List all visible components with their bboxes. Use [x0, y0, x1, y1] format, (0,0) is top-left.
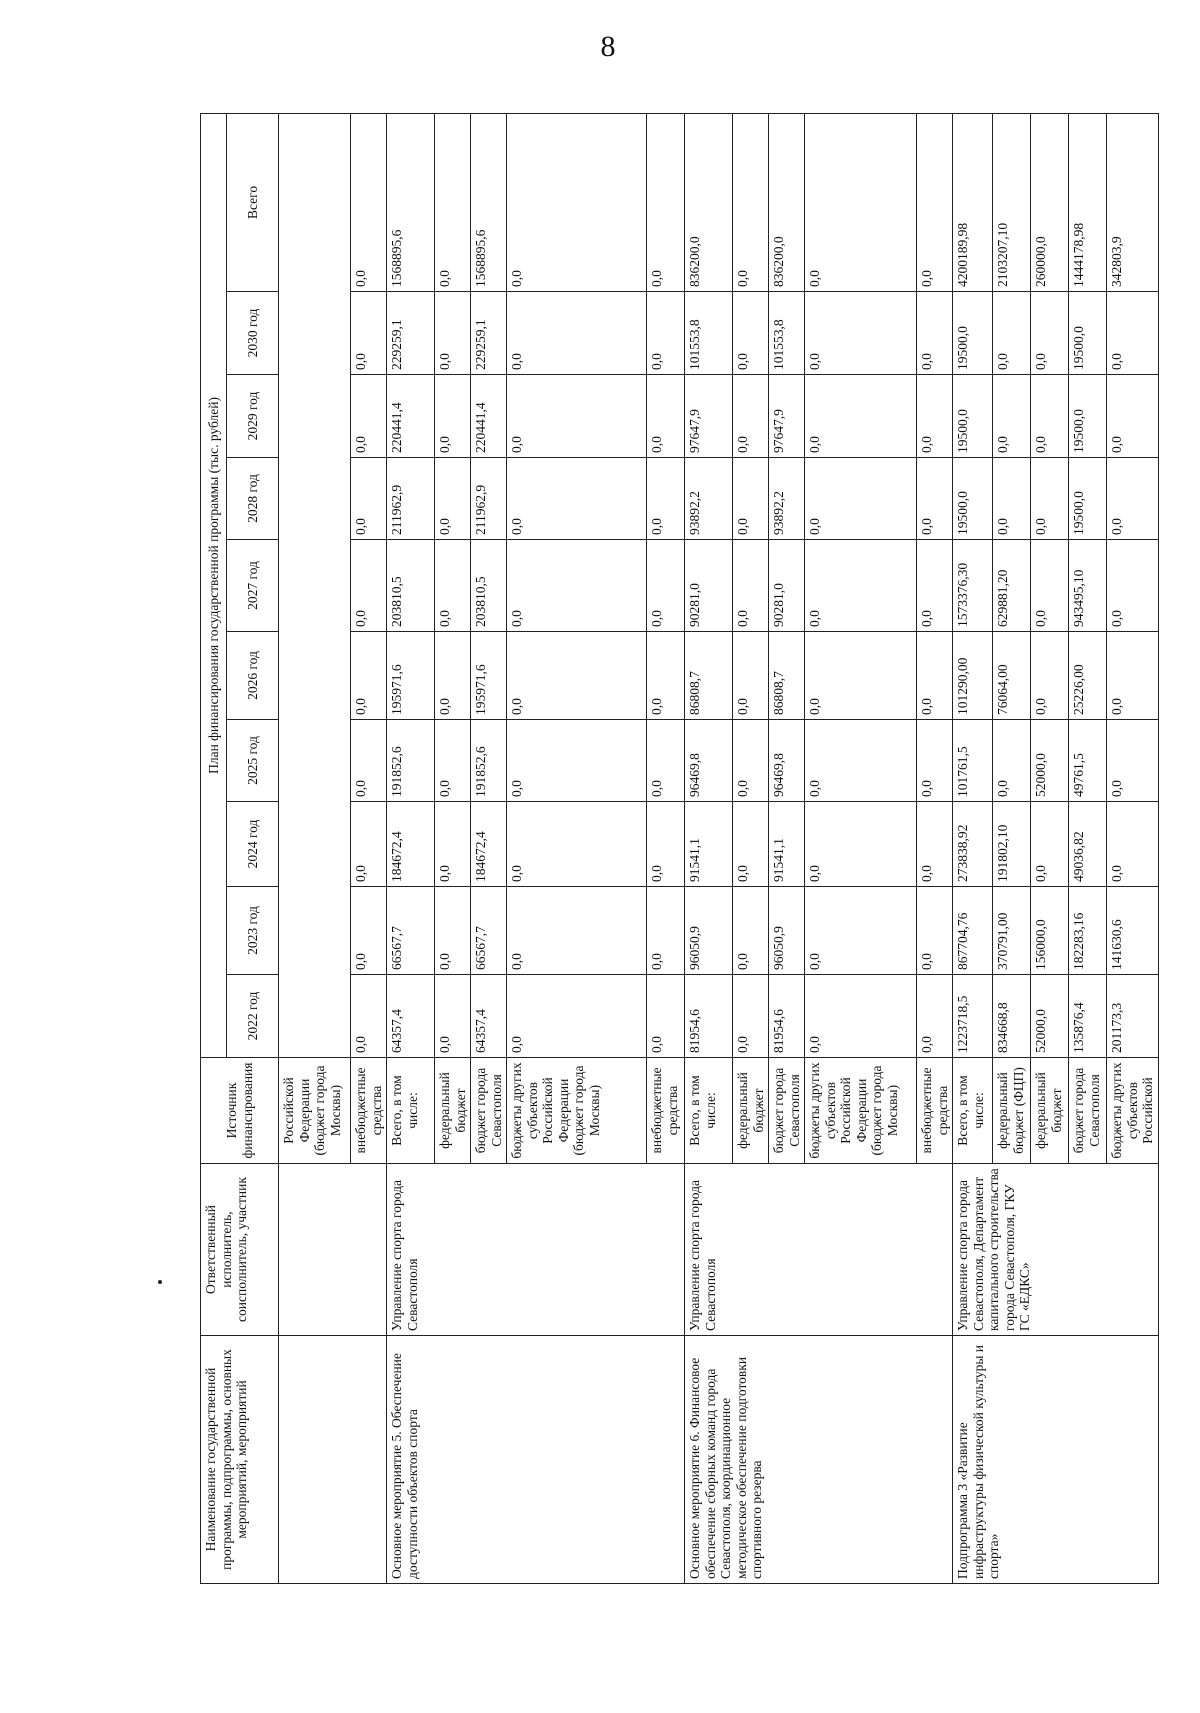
value-cell: 135876,4: [1069, 975, 1107, 1058]
value-cell: 370791,00: [993, 887, 1031, 975]
value-cell: 0,0: [507, 802, 647, 887]
value-cell: 260000,0: [1031, 113, 1069, 291]
value-cell: 0,0: [805, 113, 917, 291]
source-cell: Российской Федерации (бюджет города Москвы): [279, 1058, 351, 1164]
value-cell: 342803,9: [1107, 113, 1159, 291]
value-cell: 97647,9: [769, 375, 805, 458]
value-cell: 0,0: [351, 540, 387, 632]
executor-cell: Управление спорта города Севастополя: [387, 1164, 685, 1336]
value-cell: 629881,20: [993, 540, 1031, 632]
value-cell: 0,0: [507, 540, 647, 632]
value-cell: 0,0: [647, 540, 685, 632]
value-cell: 0,0: [435, 720, 471, 802]
value-cell: 191852,6: [471, 720, 507, 802]
value-cell: 0,0: [647, 975, 685, 1058]
header-name: Наименование государственной программы, подпрограммы, основных мероприятий, мероприятий: [201, 1336, 279, 1584]
value-cell: 0,0: [805, 887, 917, 975]
executor-cell: Управление спорта города Севастополя, Департамент капитального строительства города Севастополя, ГКУ ГС «ЕДКС»: [953, 1164, 1159, 1336]
value-cell: 0,0: [507, 113, 647, 291]
value-cell: 0,0: [993, 375, 1031, 458]
value-cell: 0,0: [917, 720, 953, 802]
value-cell: 66567,7: [387, 887, 435, 975]
value-cell: 19500,0: [953, 292, 993, 375]
value-cell: 0,0: [733, 887, 769, 975]
value-cell: 76064,00: [993, 632, 1031, 720]
value-cell: 220441,4: [387, 375, 435, 458]
table-row: [279, 113, 351, 1583]
table-row: [685, 113, 733, 1583]
value-cell: 0,0: [507, 458, 647, 540]
value-cell: 0,0: [351, 887, 387, 975]
value-cell: 19500,0: [953, 375, 993, 458]
value-cell: 0,0: [1107, 632, 1159, 720]
value-cell: 0,0: [435, 887, 471, 975]
value-cell: 184672,4: [471, 802, 507, 887]
value-cell: 220441,4: [471, 375, 507, 458]
value-cell: 191852,6: [387, 720, 435, 802]
source-cell: бюджет города Севастополя: [769, 1058, 805, 1164]
value-cell: 64357,4: [387, 975, 435, 1058]
value-cell: 101553,8: [685, 292, 733, 375]
value-cell: 52000,0: [1031, 975, 1069, 1058]
value-cell: 0,0: [507, 720, 647, 802]
header-year: 2025 год: [227, 720, 279, 802]
source-cell: Всего, в том числе:: [387, 1058, 435, 1164]
value-cell: 0,0: [507, 292, 647, 375]
value-cell: 0,0: [647, 632, 685, 720]
value-cell: 0,0: [507, 887, 647, 975]
value-cell: 0,0: [351, 375, 387, 458]
value-cell: 96050,9: [769, 887, 805, 975]
value-cell: 49761,5: [1069, 720, 1107, 802]
value-cell: 0,0: [1031, 632, 1069, 720]
header-year: 2024 год: [227, 802, 279, 887]
source-cell: федеральный бюджет: [1031, 1058, 1069, 1164]
value-cell: 96050,9: [685, 887, 733, 975]
value-cell: 96469,8: [769, 720, 805, 802]
financing-table: [200, 113, 1159, 1584]
value-cell: 101290,00: [953, 632, 993, 720]
header-source: Источник финансирования: [201, 1058, 279, 1164]
value-cell: 91541,1: [685, 802, 733, 887]
executor-cell: Управление спорта города Севастополя: [685, 1164, 953, 1336]
value-cell: 0,0: [993, 720, 1031, 802]
source-cell: Всего, в том числе:: [685, 1058, 733, 1164]
value-cell: 0,0: [733, 975, 769, 1058]
value-cell: 943495,10: [1069, 540, 1107, 632]
value-cell: 0,0: [917, 632, 953, 720]
value-cell: 0,0: [647, 720, 685, 802]
value-cell: 836200,0: [685, 113, 733, 291]
program-name-cell: Подпрограмма 3 «Развитие инфраструктуры физической культуры и спорта»: [953, 1336, 1159, 1584]
value-cell: 2103207,10: [993, 113, 1031, 291]
value-cell: 834668,8: [993, 975, 1031, 1058]
source-cell: бюджеты других субъектов Российской: [1107, 1058, 1159, 1164]
source-cell: бюджет города Севастополя: [1069, 1058, 1107, 1164]
value-cell: 19500,0: [1069, 375, 1107, 458]
header-year: 2023 год: [227, 887, 279, 975]
continuation-name-cell: [279, 1336, 387, 1584]
value-cell: 867704,76: [953, 887, 993, 975]
value-cell: 93892,2: [685, 458, 733, 540]
value-cell: 203810,5: [387, 540, 435, 632]
value-cell: 0,0: [647, 375, 685, 458]
value-cell: 0,0: [435, 802, 471, 887]
value-cell: 0,0: [351, 458, 387, 540]
value-cell: 0,0: [435, 632, 471, 720]
header-plan: План финансирования государственной программы (тыс. рублей): [201, 113, 227, 1057]
value-cell: 0,0: [351, 802, 387, 887]
value-cell: 0,0: [733, 632, 769, 720]
header-executor: Ответственный исполнитель, соисполнитель, участник: [201, 1164, 279, 1336]
rotated-table-container: [200, 114, 1156, 1584]
value-cell: 0,0: [993, 292, 1031, 375]
value-cell: 141630,6: [1107, 887, 1159, 975]
value-cell: 0,0: [1107, 720, 1159, 802]
value-cell: 0,0: [507, 632, 647, 720]
value-cell: 0,0: [733, 375, 769, 458]
header-year: 2022 год: [227, 975, 279, 1058]
header-year: 2026 год: [227, 632, 279, 720]
value-cell: 0,0: [1107, 292, 1159, 375]
value-cell: 182283,16: [1069, 887, 1107, 975]
value-cell: 1223718,5: [953, 975, 993, 1058]
value-cell: 101761,5: [953, 720, 993, 802]
header-year: 2027 год: [227, 540, 279, 632]
value-cell: 195971,6: [471, 632, 507, 720]
value-cell: 0,0: [917, 458, 953, 540]
value-cell: 0,0: [647, 458, 685, 540]
source-cell: внебюджетные средства: [351, 1058, 387, 1164]
source-cell: внебюджетные средства: [647, 1058, 685, 1164]
value-cell: 90281,0: [685, 540, 733, 632]
value-cell: 86808,7: [685, 632, 733, 720]
value-cell: 0,0: [733, 720, 769, 802]
value-cell: 201173,3: [1107, 975, 1159, 1058]
value-cell: 81954,6: [685, 975, 733, 1058]
value-cell: 0,0: [805, 292, 917, 375]
value-cell: 0,0: [805, 802, 917, 887]
program-name-cell: Основное мероприятие 6. Финансовое обеспечение сборных команд города Севастополя, координационное методическое обеспечение подготовки спортивного резерва: [685, 1336, 953, 1584]
value-cell: 836200,0: [769, 113, 805, 291]
value-cell: 1444178,98: [1069, 113, 1107, 291]
table-header: [201, 113, 279, 1583]
value-cell: 0,0: [435, 540, 471, 632]
program-name-cell: Основное мероприятие 5. Обеспечение доступности объектов спорта: [387, 1336, 685, 1584]
value-cell: 229259,1: [387, 292, 435, 375]
value-cell: 273838,92: [953, 802, 993, 887]
table-row: [953, 113, 993, 1583]
value-cell: 4200189,98: [953, 113, 993, 291]
value-cell: 0,0: [647, 113, 685, 291]
value-cell: 93892,2: [769, 458, 805, 540]
value-cell: 184672,4: [387, 802, 435, 887]
value-cell: 0,0: [1107, 802, 1159, 887]
value-cell: 0,0: [733, 540, 769, 632]
value-cell: 0,0: [351, 292, 387, 375]
header-total: Всего: [227, 113, 279, 291]
header-year: 2028 год: [227, 458, 279, 540]
value-cell: 86808,7: [769, 632, 805, 720]
value-cell: 0,0: [733, 802, 769, 887]
value-cell: 211962,9: [387, 458, 435, 540]
source-cell: федеральный бюджет: [435, 1058, 471, 1164]
value-cell: 0,0: [917, 887, 953, 975]
value-cell: 0,0: [351, 113, 387, 291]
value-cell: 0,0: [1031, 292, 1069, 375]
source-cell: бюджет города Севастополя: [471, 1058, 507, 1164]
value-cell: 0,0: [435, 375, 471, 458]
value-cell: 19500,0: [1069, 292, 1107, 375]
value-cell: 0,0: [1031, 540, 1069, 632]
value-cell: 229259,1: [471, 292, 507, 375]
value-cell: 0,0: [647, 802, 685, 887]
value-cell: 64357,4: [471, 975, 507, 1058]
value-cell: 49036,82: [1069, 802, 1107, 887]
continuation-executor-cell: [279, 1164, 387, 1336]
source-cell: бюджеты других субъектов Российской Федерации (бюджет города Москвы): [805, 1058, 917, 1164]
value-cell: 0,0: [1031, 458, 1069, 540]
value-cell: 90281,0: [769, 540, 805, 632]
value-cell: 0,0: [435, 975, 471, 1058]
value-cell: 91541,1: [769, 802, 805, 887]
value-cell: 0,0: [1031, 375, 1069, 458]
value-cell: 0,0: [917, 975, 953, 1058]
value-cell: 0,0: [1107, 458, 1159, 540]
value-cell: 0,0: [917, 113, 953, 291]
value-cell: 0,0: [351, 632, 387, 720]
header-year: 2029 год: [227, 375, 279, 458]
value-cell: 0,0: [805, 632, 917, 720]
header-year: 2030 год: [227, 292, 279, 375]
value-cell: 0,0: [647, 887, 685, 975]
value-cell: 0,0: [507, 375, 647, 458]
value-cell: 0,0: [733, 458, 769, 540]
value-cell: 0,0: [351, 975, 387, 1058]
value-cell: 0,0: [435, 292, 471, 375]
value-cell: 66567,7: [471, 887, 507, 975]
value-cell: 203810,5: [471, 540, 507, 632]
value-cell: 0,0: [805, 975, 917, 1058]
value-cell: 19500,0: [1069, 458, 1107, 540]
value-cell: 0,0: [993, 458, 1031, 540]
value-cell: 0,0: [1031, 802, 1069, 887]
source-cell: бюджеты других субъектов Российской Федерации (бюджет города Москвы): [507, 1058, 647, 1164]
value-cell: 0,0: [435, 458, 471, 540]
value-cell: 0,0: [917, 540, 953, 632]
value-cell: 0,0: [805, 540, 917, 632]
scan-dot: [158, 1280, 162, 1284]
value-cell: 1568895,6: [387, 113, 435, 291]
value-cell: 101553,8: [769, 292, 805, 375]
continuation-blank-values: [279, 113, 351, 1057]
value-cell: 0,0: [917, 375, 953, 458]
value-cell: 25226,00: [1069, 632, 1107, 720]
value-cell: 96469,8: [685, 720, 733, 802]
value-cell: 0,0: [733, 292, 769, 375]
source-cell: Всего, в том числе:: [953, 1058, 993, 1164]
value-cell: 211962,9: [471, 458, 507, 540]
value-cell: 0,0: [917, 802, 953, 887]
value-cell: 19500,0: [953, 458, 993, 540]
value-cell: 97647,9: [685, 375, 733, 458]
source-cell: федеральный бюджет: [733, 1058, 769, 1164]
value-cell: 0,0: [805, 375, 917, 458]
value-cell: 1568895,6: [471, 113, 507, 291]
table-body: [279, 113, 1159, 1583]
value-cell: 0,0: [805, 458, 917, 540]
value-cell: 0,0: [647, 292, 685, 375]
value-cell: 0,0: [351, 720, 387, 802]
value-cell: 0,0: [507, 975, 647, 1058]
source-cell: федеральный бюджет (ФЦП): [993, 1058, 1031, 1164]
value-cell: 191802,10: [993, 802, 1031, 887]
value-cell: 81954,6: [769, 975, 805, 1058]
value-cell: 0,0: [917, 292, 953, 375]
value-cell: 156000,0: [1031, 887, 1069, 975]
value-cell: 0,0: [1107, 375, 1159, 458]
value-cell: 52000,0: [1031, 720, 1069, 802]
value-cell: 0,0: [1107, 540, 1159, 632]
value-cell: 0,0: [805, 720, 917, 802]
table-row: [387, 113, 435, 1583]
page-number: 8: [600, 30, 616, 63]
source-cell: внебюджетные средства: [917, 1058, 953, 1164]
value-cell: 195971,6: [387, 632, 435, 720]
value-cell: 0,0: [733, 113, 769, 291]
value-cell: 0,0: [435, 113, 471, 291]
value-cell: 1573376,30: [953, 540, 993, 632]
